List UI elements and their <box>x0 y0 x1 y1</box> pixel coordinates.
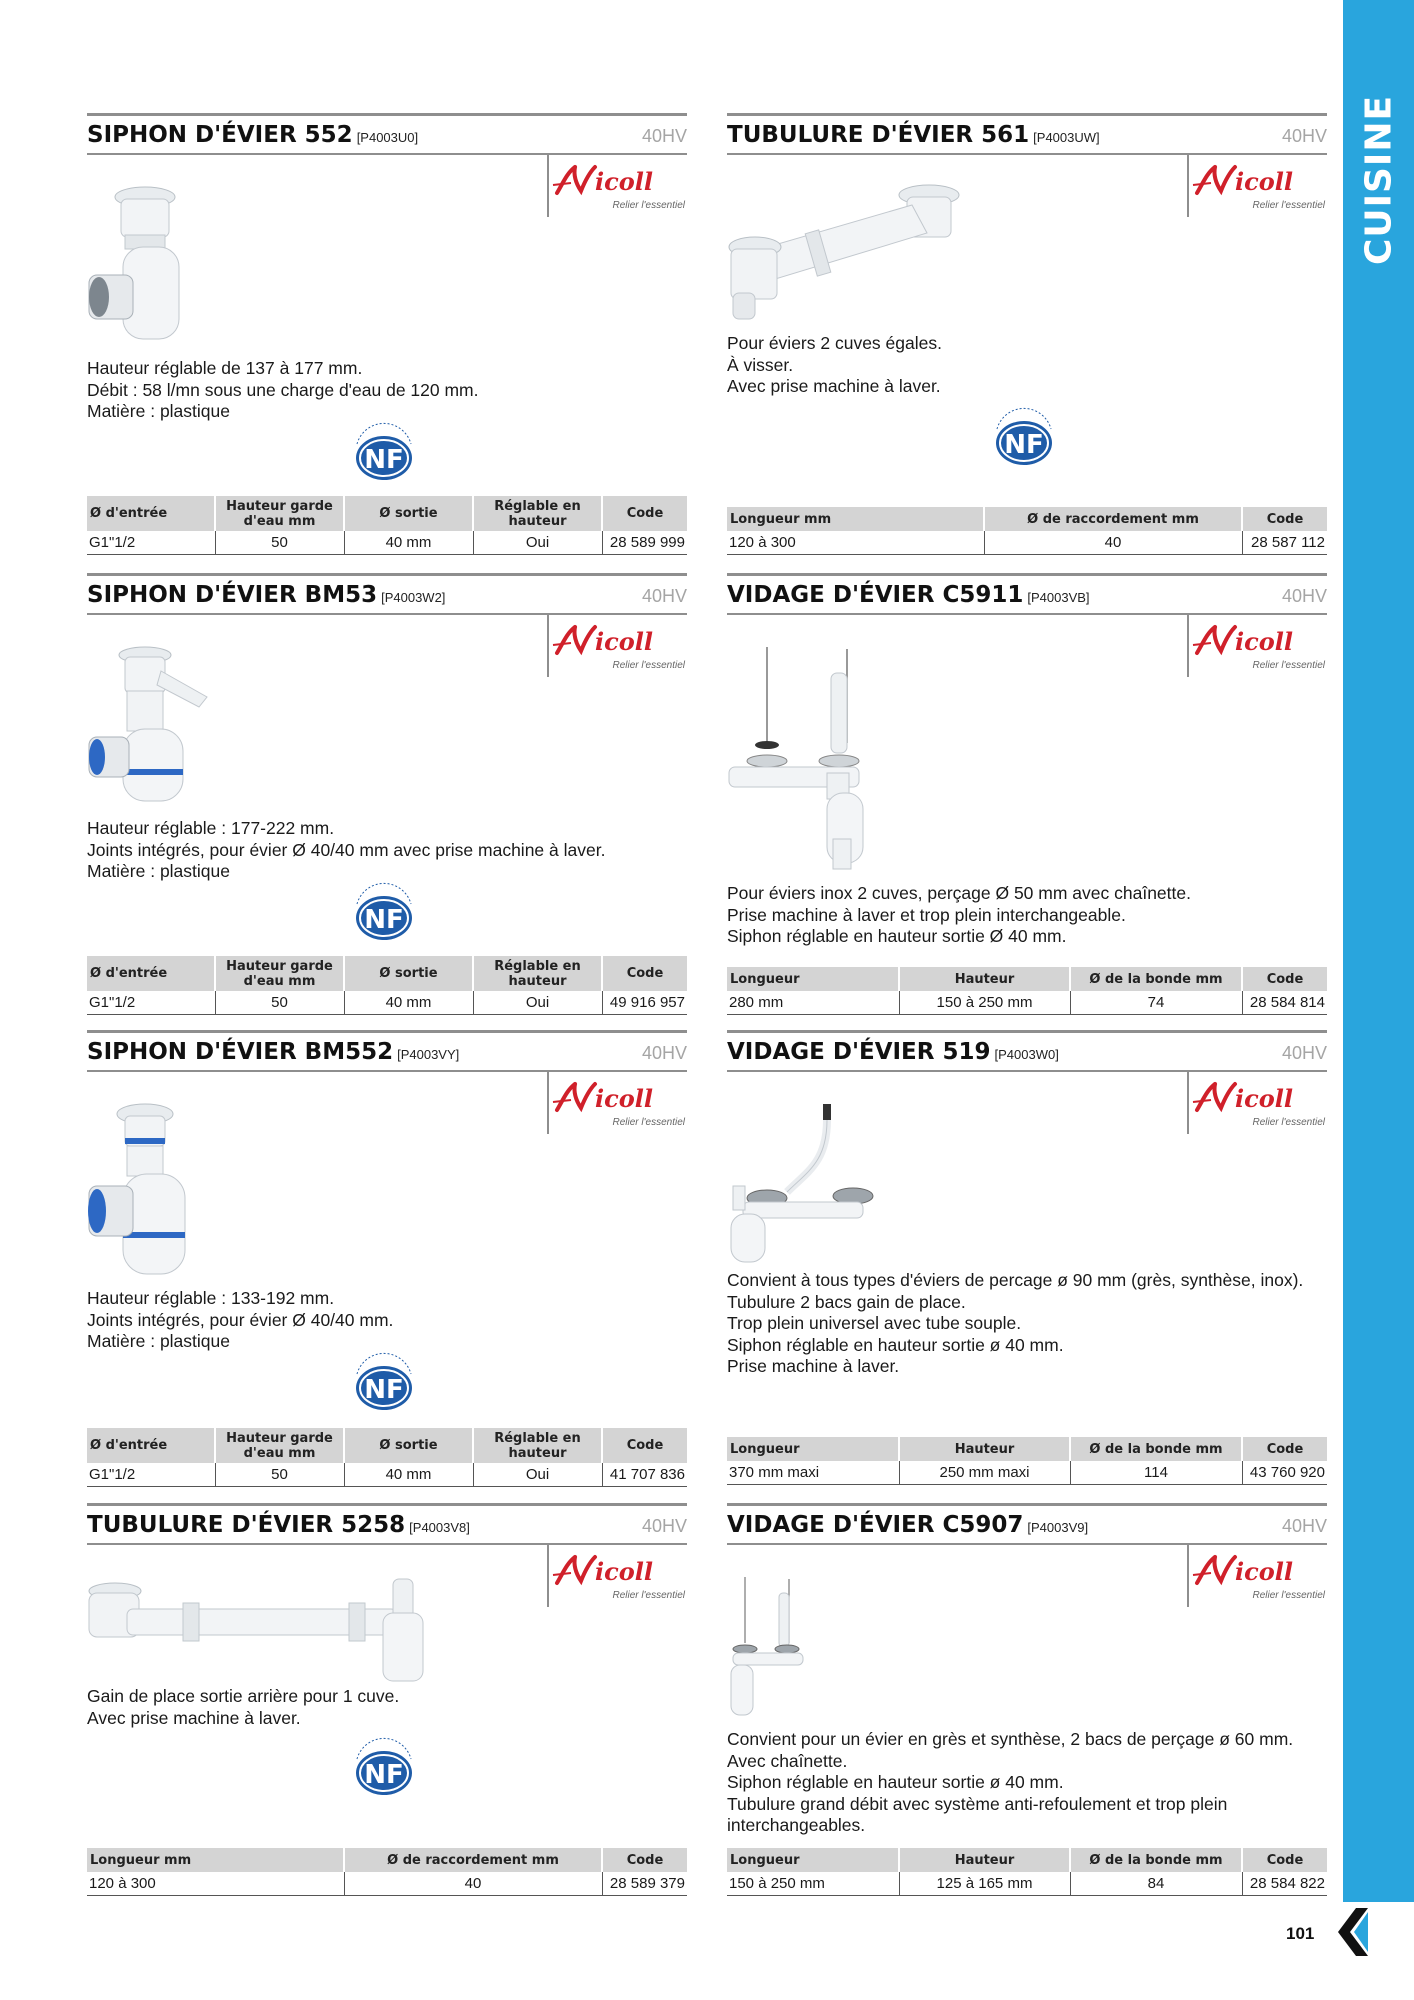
nicoll-logo-icon <box>551 1553 685 1587</box>
product-description: Hauteur réglable de 137 à 177 mm. Débit : 58 l/mn sous une charge d'eau de 120 mm. Matière : plastique <box>87 358 479 421</box>
product-header <box>87 113 687 155</box>
vidage-519-image <box>727 1102 887 1267</box>
brand-tagline: Relier l'essentiel <box>612 200 685 211</box>
product-title: VIDAGE D'ÉVIER 519 [P4003W0] <box>727 1039 1059 1065</box>
table-row: 280 mm 150 à 250 mm 74 28 584 814 <box>727 991 1327 1014</box>
product-model: 40HV <box>1281 126 1327 146</box>
product-model: 40HV <box>1281 1516 1327 1536</box>
product-vidage-c5911 <box>727 573 1327 1018</box>
product-title: SIPHON D'ÉVIER 552 [P4003U0] <box>87 122 419 148</box>
product-description: Convient à tous types d'éviers de percage ø 90 mm (grès, synthèse, inox). Tubulure 2 bacs gain de place. Trop plein universel avec tube souple. Siphon réglable en hauteur sortie ø 40 mm. Prise machine à laver. <box>727 1270 1304 1376</box>
spec-table: Ø d'entrée Hauteur garde d'eau mm Ø sortie Réglable en hauteur Code G1"1/2 50 40 mm Oui 28 589 999 <box>87 496 687 555</box>
siphon-bm53-image <box>87 645 217 810</box>
siphon-552-image <box>87 185 182 350</box>
product-description: Gain de place sortie arrière pour 1 cuve. Avec prise machine à laver. <box>87 1686 400 1728</box>
product-tubulure-561 <box>727 113 1327 558</box>
spec-table: Ø d'entrée Hauteur garde d'eau mm Ø sortie Réglable en hauteur Code G1"1/2 50 40 mm Oui 49 916 957 <box>87 956 687 1015</box>
product-model: 40HV <box>641 586 687 606</box>
nicoll-logo-icon <box>551 1080 685 1114</box>
brand-tagline: Relier l'essentiel <box>1252 1117 1325 1128</box>
nicoll-logo-icon <box>1191 163 1325 197</box>
tubulure-561-image <box>727 183 992 323</box>
brand-tagline: Relier l'essentiel <box>612 660 685 671</box>
product-description: Hauteur réglable : 177-222 mm. Joints intégrés, pour évier Ø 40/40 mm avec prise machine à laver. Matière : plastique <box>87 818 606 881</box>
table-row: G1"1/2 50 40 mm Oui 41 707 836 <box>87 1463 687 1486</box>
product-tubulure-5258 <box>87 1503 687 1903</box>
tubulure-5258-image <box>87 1573 447 1683</box>
spec-table: Longueur Hauteur Ø de la bonde mm Code 370 mm maxi 250 mm maxi 114 43 760 920 <box>727 1437 1327 1485</box>
product-model: 40HV <box>641 126 687 146</box>
product-title: VIDAGE D'ÉVIER C5911 [P4003VB] <box>727 582 1090 608</box>
brand-block <box>547 1072 687 1134</box>
table-row: 150 à 250 mm 125 à 165 mm 84 28 584 822 <box>727 1872 1327 1895</box>
brand-tagline: Relier l'essentiel <box>612 1590 685 1601</box>
vidage-c5907-image <box>727 1573 817 1723</box>
spec-table: Longueur Hauteur Ø de la bonde mm Code 280 mm 150 à 250 mm 74 28 584 814 <box>727 967 1327 1015</box>
table-row: G1"1/2 50 40 mm Oui 49 916 957 <box>87 991 687 1014</box>
table-row: 120 à 300 40 28 587 112 <box>727 531 1327 554</box>
spec-table: Longueur mm Ø de raccordement mm Code 120 à 300 40 28 589 379 <box>87 1848 687 1896</box>
nicoll-logo-icon <box>551 163 685 197</box>
nf-certification-icon <box>349 1733 419 1803</box>
product-title: SIPHON D'ÉVIER BM552 [P4003VY] <box>87 1039 460 1065</box>
product-description: Pour éviers 2 cuves égales. À visser. Avec prise machine à laver. <box>727 333 942 396</box>
product-header <box>87 573 687 615</box>
spec-table: Ø d'entrée Hauteur garde d'eau mm Ø sortie Réglable en hauteur Code G1"1/2 50 40 mm Oui 41 707 836 <box>87 1428 687 1487</box>
product-header <box>727 1503 1327 1545</box>
nf-certification-icon <box>349 1348 419 1418</box>
product-siphon-bm552 <box>87 1030 687 1490</box>
table-row: 120 à 300 40 28 589 379 <box>87 1872 687 1895</box>
section-tab-label: CUISINE <box>1358 94 1399 266</box>
brand-block <box>1187 1545 1327 1607</box>
nf-certification-icon <box>349 878 419 948</box>
siphon-bm552-image <box>87 1102 197 1282</box>
brand-block <box>1187 1072 1327 1134</box>
brand-block <box>1187 155 1327 217</box>
spec-table: Longueur mm Ø de raccordement mm Code 120 à 300 40 28 587 112 <box>727 507 1327 555</box>
product-model: 40HV <box>641 1516 687 1536</box>
nicoll-logo-icon <box>1191 1553 1325 1587</box>
nicoll-logo-icon <box>1191 623 1325 657</box>
product-model: 40HV <box>641 1043 687 1063</box>
product-model: 40HV <box>1281 1043 1327 1063</box>
nf-certification-icon <box>349 418 419 488</box>
brand-tagline: Relier l'essentiel <box>1252 1590 1325 1601</box>
product-header <box>87 1503 687 1545</box>
table-row: G1"1/2 50 40 mm Oui 28 589 999 <box>87 531 687 554</box>
page-number: 101 <box>1286 1924 1315 1943</box>
product-header <box>727 113 1327 155</box>
brand-block <box>1187 615 1327 677</box>
brand-block <box>547 1545 687 1607</box>
nicoll-logo-icon <box>551 623 685 657</box>
product-model: 40HV <box>1281 586 1327 606</box>
brand-tagline: Relier l'essentiel <box>1252 660 1325 671</box>
spec-table: Longueur Hauteur Ø de la bonde mm Code 150 à 250 mm 125 à 165 mm 84 28 584 822 <box>727 1848 1327 1896</box>
product-header <box>87 1030 687 1072</box>
brand-tagline: Relier l'essentiel <box>1252 200 1325 211</box>
brand-tagline: Relier l'essentiel <box>612 1117 685 1128</box>
product-title: SIPHON D'ÉVIER BM53 [P4003W2] <box>87 582 446 608</box>
nicoll-logo-icon <box>1191 1080 1325 1114</box>
product-description: Convient pour un évier en grès et synthèse, 2 bacs de perçage ø 60 mm. Avec chaînette. Siphon réglable en hauteur sortie ø 40 mm. Tubulure grand débit avec système anti-refoulement et trop plein interchangeables. <box>727 1729 1294 1835</box>
page-corner-mark-icon <box>1328 1902 1368 1962</box>
product-header <box>727 573 1327 615</box>
product-description: Hauteur réglable : 133-192 mm. Joints intégrés, pour évier Ø 40/40 mm. Matière : plastique <box>87 1288 394 1351</box>
product-siphon-bm53 <box>87 573 687 1018</box>
product-title: TUBULURE D'ÉVIER 5258 [P4003V8] <box>87 1512 470 1538</box>
product-siphon-552 <box>87 113 687 558</box>
product-description: Pour éviers inox 2 cuves, perçage Ø 50 mm avec chaînette. Prise machine à laver et trop plein interchangeable. Siphon réglable en hauteur sortie Ø 40 mm. <box>727 883 1191 946</box>
product-header <box>727 1030 1327 1072</box>
product-title: VIDAGE D'ÉVIER C5907 [P4003V9] <box>727 1512 1089 1538</box>
vidage-c5911-image <box>727 643 867 873</box>
brand-block <box>547 615 687 677</box>
product-vidage-519 <box>727 1030 1327 1490</box>
product-title: TUBULURE D'ÉVIER 561 [P4003UW] <box>727 122 1100 148</box>
table-row: 370 mm maxi 250 mm maxi 114 43 760 920 <box>727 1461 1327 1484</box>
brand-block <box>547 155 687 217</box>
product-vidage-c5907 <box>727 1503 1327 1903</box>
section-tab <box>1343 0 1414 1902</box>
nf-certification-icon <box>989 403 1059 473</box>
